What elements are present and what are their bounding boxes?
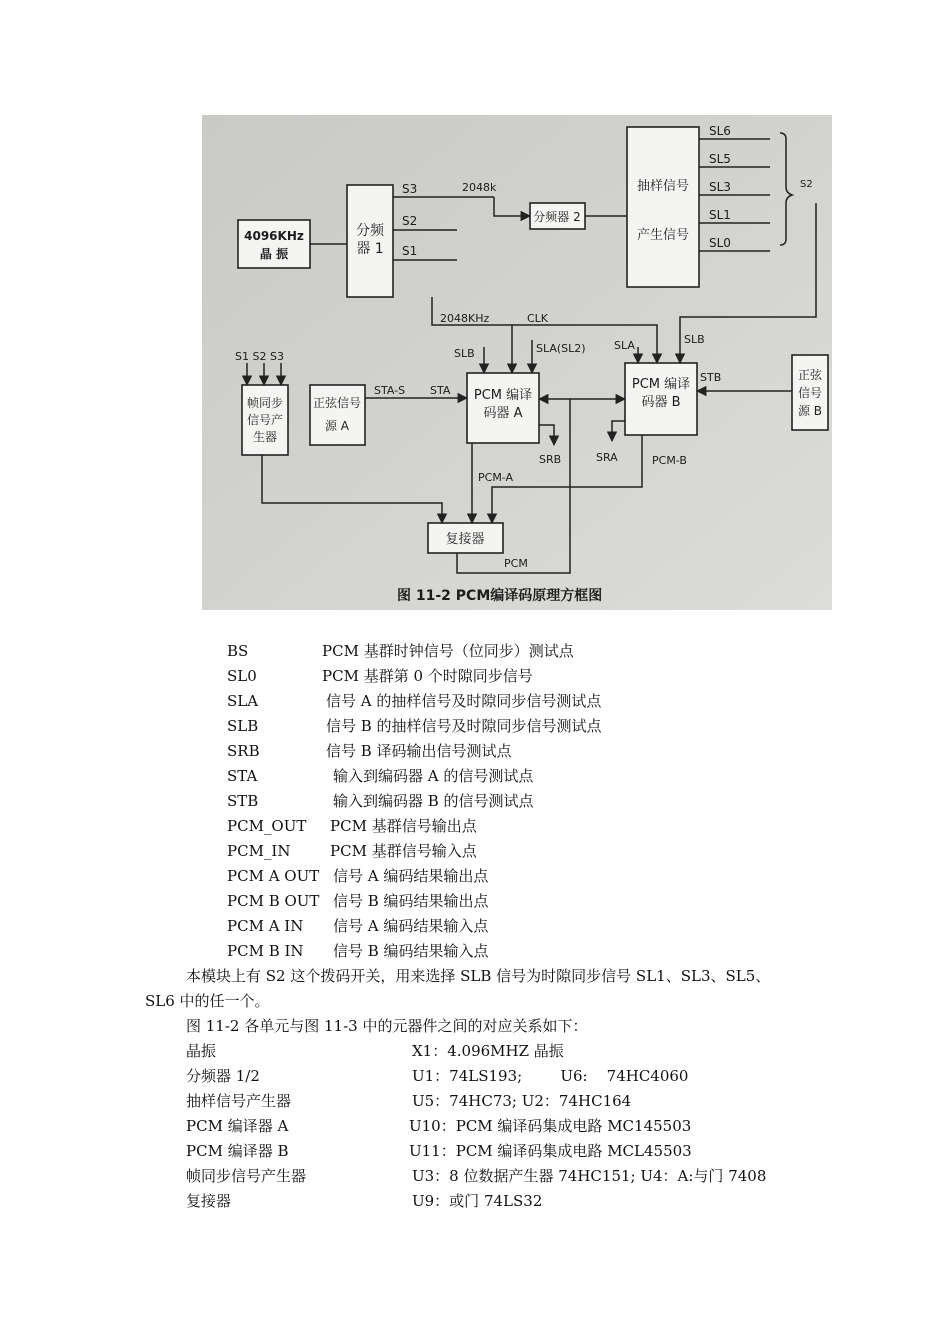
codec-b-label-2: 码器 B (641, 395, 681, 410)
tp-code-sta: STA (227, 767, 258, 785)
label-s1-s2-s3: S1 S2 S3 (235, 350, 284, 363)
paragraph-intro: 图 11-2 各单元与图 11-3 中的元器件之间的对应关系如下： (186, 1017, 588, 1035)
tp-desc-pcm-a-in: 信号 A 编码结果输入点 (333, 917, 489, 935)
sampler-label-1: 抽样信号 (636, 179, 690, 194)
component-part-codec-b: U11：PCM 编译码集成电路 MCL45503 (409, 1142, 692, 1160)
label-sl0: SL0 (709, 236, 731, 250)
label-clk: CLK (527, 312, 549, 325)
tp-code-bs: BS (227, 642, 249, 660)
paragraph-line-1: 本模块上有 S2 这个拨码开关，用来选择 SLB 信号为时隙同步信号 SL1、SL3、SL5、 (186, 967, 771, 985)
codec-b-label-1: PCM 编译 (631, 377, 691, 392)
oscillator-label-1: 4096KHz (244, 229, 304, 243)
tp-code-pcm-b-in: PCM B IN (227, 942, 304, 960)
label-sl6: SL6 (709, 124, 731, 138)
block-diagram-figure (202, 115, 832, 610)
component-name-frame-sync: 帧同步信号产生器 (186, 1167, 307, 1185)
tp-desc-srb: 信号 B 译码输出信号测试点 (326, 742, 512, 760)
label-pcm-b: PCM-B (652, 454, 687, 467)
sampler-label-2: 产生信号 (636, 228, 690, 243)
label-slb-b: SLB (684, 333, 705, 346)
label-sla-b: SLA (614, 339, 635, 352)
tp-code-slb: SLB (227, 717, 259, 735)
tp-desc-sl0: PCM 基群第 0 个时隙同步信号 (322, 667, 533, 685)
multiplexer-label: 复接器 (445, 532, 485, 547)
divider-1-label-1: 分频 (356, 223, 384, 239)
component-name-mux: 复接器 (186, 1192, 232, 1210)
tp-desc-pcm-b-in: 信号 B 编码结果输入点 (333, 942, 489, 960)
label-pcm: PCM (504, 557, 528, 570)
label-sl5: SL5 (709, 152, 731, 166)
tp-desc-pcm-b-out: 信号 B 编码结果输出点 (333, 892, 489, 910)
tp-code-sla: SLA (227, 692, 259, 710)
divider-1-label-2: 器 1 (356, 241, 384, 257)
tp-code-srb: SRB (227, 742, 260, 760)
label-sl1: SL1 (709, 208, 731, 222)
label-srb: SRB (539, 453, 562, 466)
divider-2-label: 分频器 2 (533, 210, 581, 224)
component-part-frame-sync: U3：8 位数据产生器 74HC151; U4：A:与门 7408 (412, 1167, 767, 1185)
sine-source-b-label-2: 信号 (797, 386, 823, 400)
oscillator-label-2: 晶 振 (259, 247, 289, 261)
component-part-codec-a: U10：PCM 编译码集成电路 MC145503 (409, 1117, 692, 1135)
component-name-sampler: 抽样信号产生器 (186, 1092, 292, 1110)
component-part-sampler: U5：74HC73; U2：74HC164 (412, 1092, 632, 1110)
label-2048khz: 2048KHz (440, 312, 490, 325)
tp-desc-bs: PCM 基群时钟信号（位同步）测试点 (322, 642, 574, 660)
label-stb: STB (700, 371, 722, 384)
label-pcm-a: PCM-A (478, 471, 514, 484)
frame-sync-label-1: 帧同步 (246, 396, 284, 410)
label-sl3: SL3 (709, 180, 731, 194)
photo-background (202, 115, 832, 610)
tp-code-pcm-in: PCM_IN (227, 842, 291, 860)
label-s1: S1 (402, 244, 418, 258)
tp-code-pcm-b-out: PCM B OUT (227, 892, 320, 910)
block-diagram (202, 115, 832, 610)
codec-a-label-1: PCM 编译 (473, 388, 533, 403)
tp-code-pcm-a-out: PCM A OUT (227, 867, 320, 885)
label-sta-s: STA-S (374, 384, 406, 397)
label-slb-a: SLB (454, 347, 475, 360)
component-name-divider: 分频器 1/2 (186, 1067, 260, 1085)
component-name-osc: 晶振 (186, 1042, 217, 1060)
label-sra: SRA (596, 451, 618, 464)
label-2048k: 2048k (462, 181, 497, 194)
tp-code-pcm-out: PCM_OUT (227, 817, 307, 835)
sampler-block (627, 127, 699, 287)
label-s2: S2 (402, 214, 418, 228)
tp-code-sl0: SL0 (227, 667, 257, 685)
label-switch-s2: S2 (800, 179, 813, 190)
tp-desc-slb: 信号 B 的抽样信号及时隙同步信号测试点 (326, 717, 602, 735)
codec-a-label-2: 码器 A (483, 406, 523, 421)
tp-desc-pcm-in: PCM 基群信号输入点 (330, 842, 477, 860)
tp-desc-sta: 输入到编码器 A 的信号测试点 (333, 767, 534, 785)
tp-desc-sla: 信号 A 的抽样信号及时隙同步信号测试点 (326, 692, 602, 710)
component-part-divider: U1：74LS193; U6: 74HC4060 (412, 1067, 689, 1085)
component-part-osc: X1：4.096MHZ 晶振 (412, 1042, 564, 1060)
sine-source-a-label-1: 正弦信号 (312, 396, 362, 410)
tp-code-pcm-a-in: PCM A IN (227, 917, 304, 935)
label-sta: STA (430, 384, 451, 397)
component-part-mux: U9：或门 74LS32 (412, 1192, 543, 1210)
paragraph-line-2: SL6 中的任一个。 (145, 992, 270, 1010)
tp-desc-pcm-a-out: 信号 A 编码结果输出点 (333, 867, 489, 885)
tp-desc-pcm-out: PCM 基群信号输出点 (330, 817, 477, 835)
figure-caption: 图 11-2 PCM编译码原理方框图 (397, 588, 603, 604)
sine-source-b-label-1: 正弦 (797, 368, 823, 382)
tp-code-stb: STB (227, 792, 259, 810)
component-name-codec-b: PCM 编译器 B (186, 1142, 289, 1160)
tp-desc-stb: 输入到编码器 B 的信号测试点 (333, 792, 534, 810)
component-name-codec-a: PCM 编译器 A (186, 1117, 289, 1135)
sine-source-b-label-3: 源 B (797, 404, 823, 418)
sine-source-a-label-2: 源 A (324, 419, 350, 433)
sine-source-a-block (310, 385, 365, 445)
label-sla-sl2: SLA(SL2) (536, 342, 586, 355)
frame-sync-label-2: 信号产 (246, 413, 284, 427)
frame-sync-label-3: 生器 (252, 430, 278, 444)
label-s3: S3 (402, 182, 418, 196)
